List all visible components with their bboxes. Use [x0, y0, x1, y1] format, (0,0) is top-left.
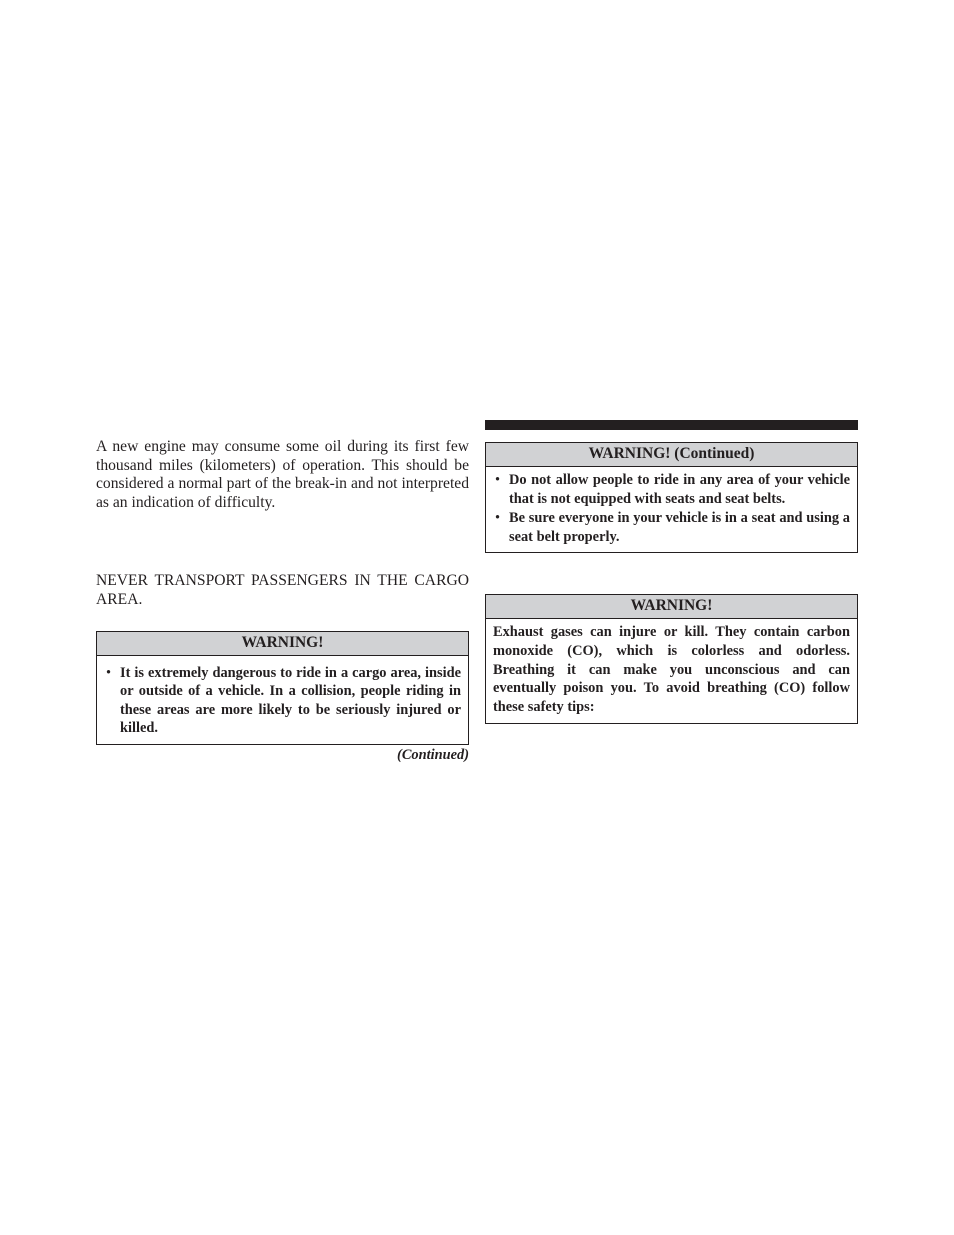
cargo-warning-box [96, 631, 469, 745]
bullet-icon: • [495, 510, 501, 527]
cargo-notice-paragraph: NEVER TRANSPORT PASSENGERS IN THE CARGO AREA. [96, 572, 469, 608]
continued-warning-body [486, 467, 857, 552]
exhaust-warning-title: WARNING! [486, 595, 857, 619]
cargo-warning-title: WARNING! [97, 632, 468, 656]
list-item [493, 509, 850, 546]
continued-warning-bullets [493, 471, 850, 546]
bullet-text: It is extremely dangerous to ride in a cargo area, inside or outside of a vehicle. In a collision, people riding in these areas are more likely to be seriously injured or killed. [120, 664, 461, 737]
bullet-icon: • [495, 472, 501, 488]
cargo-warning-body [97, 656, 468, 744]
continued-warning-box [485, 442, 858, 553]
list-item [493, 471, 850, 508]
bullet-text: Be sure everyone in your vehicle is in a seat and using a seat belt properly. [509, 510, 850, 545]
engine-oil-paragraph: A new engine may consume some oil during its first few thousand miles (kilometers) of operation. This should be considered a normal part of the break-in and not interpreted as an indication of difficulty. [96, 438, 469, 511]
continued-warning-title: WARNING! (Continued) [486, 443, 857, 467]
bullet-text: Do not allow people to ride in any area of your vehicle that is not equipped with seats and seat belts. [509, 472, 850, 507]
right-column [485, 420, 858, 724]
list-item [104, 664, 461, 738]
left-column [96, 438, 469, 764]
continued-label: (Continued) [397, 746, 469, 763]
bullet-icon: • [106, 664, 112, 681]
exhaust-warning-text: Exhaust gases can injure or kill. They contain carbon monoxide (CO), which is colorless and odorless. Breathing it can make you unconscious and can eventually poison you. To avoid breathing (CO) follow these safety tips: [493, 624, 850, 715]
section-header-bar [485, 420, 858, 430]
exhaust-warning-box [485, 594, 858, 724]
cargo-warning-bullets [104, 664, 461, 738]
